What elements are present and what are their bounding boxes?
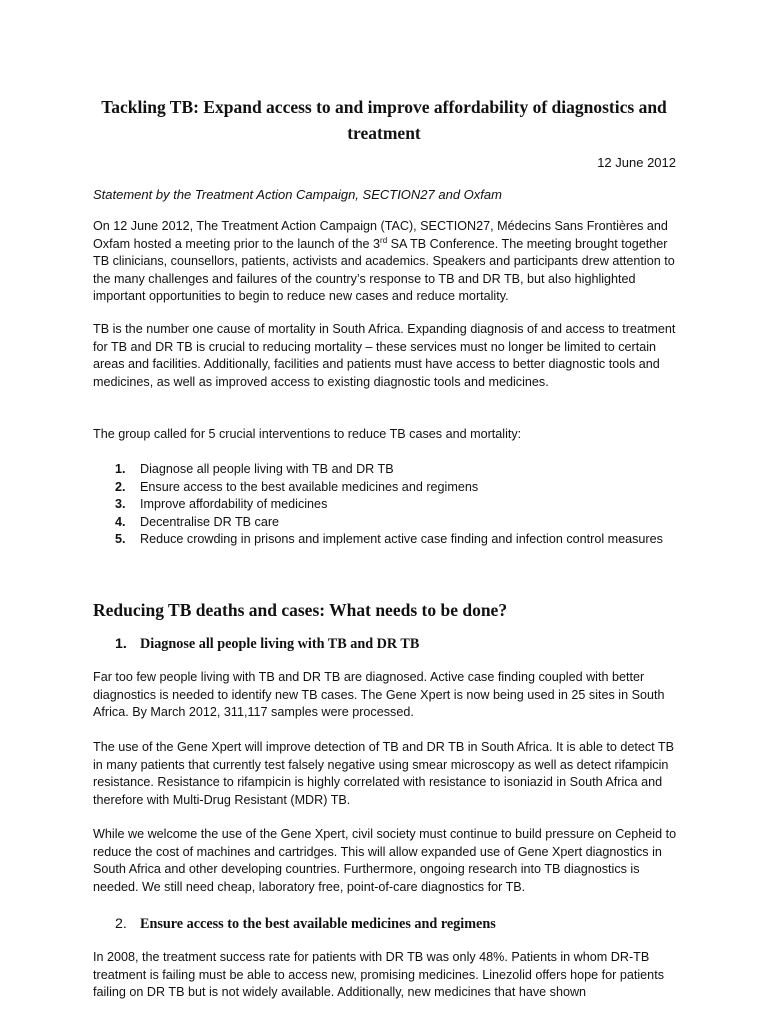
ordinal-suffix: rd [380,235,388,245]
intro-text-end: SA TB Conference. The meeting brought together TB clinicians, counsellors, patients, activists and academics. Speakers and participants drew attention to the many challenges and failures of the country’s response to TB and DR TB, but also highlighted important opportunities to begin to reduce new cases and reduce mortality. [93,236,675,303]
list-item [93,479,683,497]
subsection-number: 1. [115,636,127,652]
list-item-number: 2. [115,479,126,494]
subsection-number: 2. [115,916,127,932]
document-title: Tackling TB: Expand access to and improve affordability of diagnostics and treatment [101,97,667,143]
subsection-title: Ensure access to the best available medicines and regimens [140,916,496,932]
subsection-title: Diagnose all people living with TB and DR TB [140,636,420,652]
list-item [93,514,683,532]
list-item [93,461,683,479]
intro-paragraph [93,218,683,306]
subsection-heading-diagnose [115,634,419,654]
interventions-list [93,461,683,549]
intro-text-start: On 12 June 2012, The Treatment Action Campaign (TAC), SECTION27, Médecins Sans Frontières and Oxfam hosted a meeting prior to the launch of the 3 [93,219,668,251]
list-item-number: 3. [115,497,126,511]
interventions-intro: The group called for 5 crucial interventions to reduce TB cases and mortality: [93,427,522,441]
diagnosis-paragraph: Far too few people living with TB and DR TB are diagnosed. Active case finding coupled with better diagnostics is needed to identify new TB cases. The Gene Xpert is now being used in 25 sites in South Africa. By March 2012, 311,117 samples were processed. [93,670,665,719]
cepheid-paragraph: While we welcome the use of the Gene Xpert, civil society must continue to build pressure on Cepheid to reduce the cost of machines and cartridges. This will allow expanded use of Gene Xpert diagnostics in South Africa and other developing countries. Furthermore, ongoing research into TB diagnostics is needed. We still need cheap, laboratory free, point-of-care diagnostics for TB. [93,827,677,894]
list-item [93,531,683,549]
statement-byline: Statement by the Treatment Action Campaign, SECTION27 and Oxfam [93,187,502,202]
gene-xpert-paragraph: The use of the Gene Xpert will improve detection of TB and DR TB in South Africa. It is able to detect TB in many patients that currently test falsely negative using smear microscopy as well as detect rifampicin resistance. Resistance to rifampicin is highly correlated with resistance to isoniazid in South Africa and therefore with Multi-Drug Resistant (MDR) TB. [93,740,675,807]
list-item-number: 1. [115,462,126,476]
mortality-paragraph: TB is the number one cause of mortality in South Africa. Expanding diagnosis of and access to treatment for TB and DR TB is crucial to reducing mortality – these services must no longer be limited to certain areas and facilities. Additionally, facilities and patients must have access to better diagnostic tools and medicines, as well as improved access to existing diagnostic tools and medicines. [93,322,676,389]
list-item-text: Decentralise DR TB care [140,514,280,529]
list-item-text: Diagnose all people living with TB and DR TB [140,462,394,476]
list-item [93,496,683,514]
subsection-heading-medicines [115,914,496,934]
section-heading: Reducing TB deaths and cases: What needs to be done? [93,600,508,620]
list-item-number: 4. [115,514,126,529]
list-item-text: Ensure access to the best available medicines and regimens [140,479,479,494]
list-item-text: Reduce crowding in prisons and implement active case finding and infection control measures [140,532,663,546]
document-date: 12 June 2012 [597,155,676,170]
list-item-number: 5. [115,532,126,546]
list-item-text: Improve affordability of medicines [140,497,328,511]
treatment-success-paragraph: In 2008, the treatment success rate for patients with DR TB was only 48%. Patients in whom DR-TB treatment is failing must be able to access new, promising medicines. Linezolid offers hope for patients failing on DR TB but is not widely available. Additionally, new medicines that have shown [93,950,664,999]
